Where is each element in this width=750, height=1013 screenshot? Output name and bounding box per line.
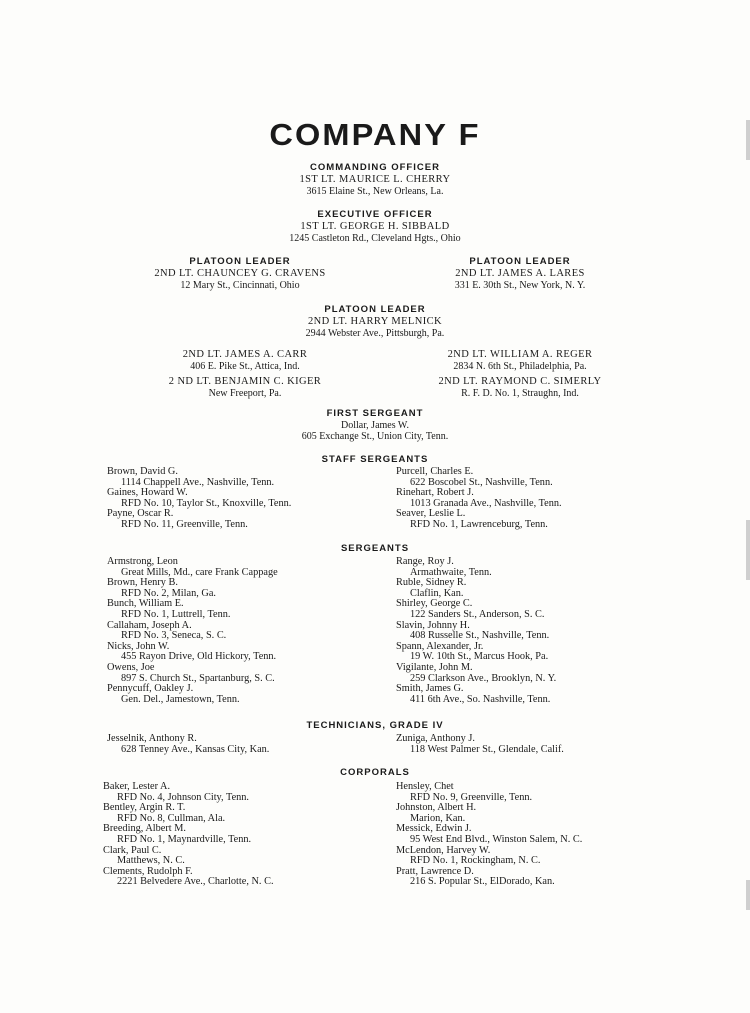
lieutenant-block xyxy=(120,349,370,372)
person-name: Smith, James G. xyxy=(396,683,464,695)
person-name: Messick, Edwin J. xyxy=(396,823,472,835)
person-name: Pratt, Lawrence D. xyxy=(396,865,474,877)
person-address: 455 Rayon Drive, Old Hickory, Tenn. xyxy=(121,651,277,663)
person-name: Owens, Joe xyxy=(107,661,155,673)
roster-entry xyxy=(107,599,278,620)
person-name: Range, Roy J. xyxy=(396,556,454,567)
person-address: RFD No. 1, Luttrell, Tenn. xyxy=(121,608,231,620)
scan-edge-marks xyxy=(742,0,750,1013)
roster-entry xyxy=(107,684,278,705)
platoon-leader-block xyxy=(110,256,370,291)
section-header: FIRST SERGEANT xyxy=(326,408,424,419)
person-address: RFD No. 1, Lawrenceburg, Tenn. xyxy=(410,518,548,530)
person-address: 411 6th Ave., So. Nashville, Tenn. xyxy=(410,693,551,705)
person-address: 622 Boscobel St., Nashville, Tenn. xyxy=(410,476,553,488)
executive-officer-block xyxy=(0,209,750,244)
person-name: Pennycuff, Oakley J. xyxy=(107,683,194,695)
person-name: Payne, Oscar R. xyxy=(107,508,174,520)
section-header: COMMANDING OFFICER xyxy=(310,162,440,173)
officer-rank-name: 2ND LT. HARRY MELNICK xyxy=(307,316,442,327)
roster-entry xyxy=(396,867,582,888)
person-address: RFD No. 1, Rockingham, N. C. xyxy=(410,855,541,867)
person-name: Dollar, James W. xyxy=(341,420,409,431)
roster-entry xyxy=(107,467,291,488)
person-address: Great Mills, Md., care Frank Cappage xyxy=(121,566,278,578)
sergeants-left-column xyxy=(107,557,278,705)
technicians-right-column xyxy=(396,734,564,755)
officer-rank-name: 2ND LT. WILLIAM A. REGER xyxy=(447,349,593,360)
person-name: Clark, Paul C. xyxy=(103,844,162,856)
roster-entry xyxy=(107,621,278,642)
person-address: RFD No. 1, Maynardville, Tenn. xyxy=(117,833,252,845)
person-name: Vigilante, John M. xyxy=(396,661,473,673)
section-header: PLATOON LEADER xyxy=(189,256,291,267)
roster-entry xyxy=(107,509,291,530)
officer-rank-name: 2ND LT. CHAUNCEY G. CRAVENS xyxy=(154,268,326,279)
corporals-right-column xyxy=(396,782,582,888)
roster-entry xyxy=(396,846,582,867)
person-name: Gaines, Howard W. xyxy=(107,487,188,499)
roster-entry xyxy=(107,663,278,684)
person-name: Purcell, Charles E. xyxy=(396,466,474,477)
section-header: PLATOON LEADER xyxy=(324,304,426,315)
person-address: 628 Tenney Ave., Kansas City, Kan. xyxy=(121,743,270,755)
person-address: 897 S. Church St., Spartanburg, S. C. xyxy=(121,672,275,684)
person-address: 605 Exchange St., Union City, Tenn. xyxy=(301,431,449,442)
officer-address: 3615 Elaine St., New Orleans, La. xyxy=(306,186,444,197)
person-address: 1013 Granada Ave., Nashville, Tenn. xyxy=(410,497,562,509)
person-name: Nicks, John W. xyxy=(107,640,170,652)
person-name: McLendon, Harvey W. xyxy=(396,844,491,856)
person-name: Bentley, Argin R. T. xyxy=(103,802,186,814)
roster-entry xyxy=(103,824,274,845)
person-address: 122 Sanders St., Anderson, S. C. xyxy=(410,608,545,620)
lieutenant-block xyxy=(390,349,650,372)
person-name: Rinehart, Robert J. xyxy=(396,487,474,499)
person-address: RFD No. 10, Taylor St., Knoxville, Tenn. xyxy=(121,497,292,509)
officer-address: R. F. D. No. 1, Straughn, Ind. xyxy=(461,388,579,399)
officer-rank-name: 1ST LT. MAURICE L. CHERRY xyxy=(299,174,451,185)
roster-entry xyxy=(396,782,582,803)
roster-entry xyxy=(396,488,562,509)
person-address: 259 Clarkson Ave., Brooklyn, N. Y. xyxy=(410,672,557,684)
section-header: PLATOON LEADER xyxy=(469,256,571,267)
roster-entry xyxy=(396,599,556,620)
roster-entry xyxy=(396,509,562,530)
roster-entry xyxy=(107,734,269,755)
officer-address: New Freeport, Pa. xyxy=(208,388,282,399)
platoon-leader-block xyxy=(390,256,650,291)
roster-entry xyxy=(396,578,556,599)
person-name: Breeding, Albert M. xyxy=(103,823,186,835)
officer-address: 12 Mary St., Cincinnati, Ohio xyxy=(180,280,300,291)
officer-address: 331 E. 30th St., New York, N. Y. xyxy=(454,280,586,291)
staff-sergeants-left-column xyxy=(107,467,291,531)
roster-entry xyxy=(107,488,291,509)
person-address: Marion, Kan. xyxy=(410,812,466,824)
officer-rank-name: 1ST LT. GEORGE H. SIBBALD xyxy=(300,221,450,232)
roster-entry xyxy=(396,557,556,578)
section-header-technicians: TECHNICIANS, GRADE IV xyxy=(306,720,444,731)
person-address: 19 W. 10th St., Marcus Hook, Pa. xyxy=(410,651,549,663)
roster-entry xyxy=(396,684,556,705)
roster-entry xyxy=(396,663,556,684)
roster-entry xyxy=(396,642,556,663)
officer-address: 2944 Webster Ave., Pittsburgh, Pa. xyxy=(305,328,445,339)
person-name: Baker, Lester A. xyxy=(103,781,171,792)
section-header-corporals: CORPORALS xyxy=(340,767,410,778)
officer-rank-name: 2ND LT. JAMES A. CARR xyxy=(182,349,308,360)
officer-address: 1245 Castleton Rd., Cleveland Hgts., Ohio xyxy=(289,233,461,244)
roster-entry xyxy=(396,803,582,824)
roster-entry xyxy=(103,867,274,888)
staff-sergeants-right-column xyxy=(396,467,562,531)
person-name: Brown, Henry B. xyxy=(107,577,178,589)
person-name: Seaver, Leslie L. xyxy=(396,508,466,520)
person-name: Hensley, Chet xyxy=(396,781,454,792)
roster-entry xyxy=(396,467,562,488)
person-name: Clements, Rudolph F. xyxy=(103,865,193,877)
person-address: RFD No. 9, Greenville, Tenn. xyxy=(410,791,533,803)
person-address: RFD No. 8, Cullman, Ala. xyxy=(117,812,226,824)
commanding-officer-block xyxy=(0,162,750,197)
platoon-leader-block xyxy=(0,304,750,339)
lieutenant-block xyxy=(390,376,650,399)
person-address: 408 Russelle St., Nashville, Tenn. xyxy=(410,630,550,642)
technicians-left-column xyxy=(107,734,269,755)
person-name: Bunch, William E. xyxy=(107,598,184,610)
section-header-staff-sergeants: STAFF SERGEANTS xyxy=(321,454,429,465)
person-address: RFD No. 3, Seneca, S. C. xyxy=(121,630,227,642)
person-address: Matthews, N. C. xyxy=(117,855,185,867)
person-name: Ruble, Sidney R. xyxy=(396,577,467,589)
person-name: Slavin, Johnny H. xyxy=(396,619,470,631)
person-address: 1114 Chappell Ave., Nashville, Tenn. xyxy=(121,476,275,488)
person-name: Brown, David G. xyxy=(107,466,178,477)
roster-entry xyxy=(103,846,274,867)
person-address: RFD No. 2, Milan, Ga. xyxy=(121,587,216,599)
person-name: Johnston, Albert H. xyxy=(396,802,477,814)
person-address: 95 West End Blvd., Winston Salem, N. C. xyxy=(410,833,583,845)
lieutenant-block xyxy=(120,376,370,399)
person-address: Gen. Del., Jamestown, Tenn. xyxy=(121,693,240,705)
section-header: EXECUTIVE OFFICER xyxy=(317,209,433,220)
roster-entry xyxy=(396,621,556,642)
page-title: COMPANY F xyxy=(269,117,481,152)
officer-address: 406 E. Pike St., Attica, Ind. xyxy=(190,361,300,372)
person-address: RFD No. 11, Greenville, Tenn. xyxy=(121,518,248,530)
person-address: 216 S. Popular St., ElDorado, Kan. xyxy=(410,876,555,888)
officer-rank-name: 2ND LT. RAYMOND C. SIMERLY xyxy=(438,376,602,387)
section-header-sergeants: SERGEANTS xyxy=(340,543,410,554)
person-address: RFD No. 4, Johnson City, Tenn. xyxy=(117,791,250,803)
roster-entry xyxy=(396,824,582,845)
officer-rank-name: 2 ND LT. BENJAMIN C. KIGER xyxy=(168,376,322,387)
person-name: Jesselnik, Anthony R. xyxy=(107,733,197,744)
roster-entry xyxy=(107,642,278,663)
corporals-left-column xyxy=(103,782,274,888)
person-name: Spann, Alexander, Jr. xyxy=(396,640,484,652)
officer-address: 2834 N. 6th St., Philadelphia, Pa. xyxy=(453,361,587,372)
person-address: Armathwaite, Tenn. xyxy=(410,566,492,578)
roster-entry xyxy=(107,578,278,599)
person-name: Armstrong, Leon xyxy=(107,556,178,567)
person-address: 118 West Palmer St., Glendale, Calif. xyxy=(410,743,564,755)
person-name: Zuniga, Anthony J. xyxy=(396,733,475,744)
sergeants-right-column xyxy=(396,557,556,705)
roster-entry xyxy=(103,782,274,803)
person-name: Callaham, Joseph A. xyxy=(107,619,192,631)
person-name: Shirley, George C. xyxy=(396,598,473,610)
officer-rank-name: 2ND LT. JAMES A. LARES xyxy=(455,268,585,279)
roster-entry xyxy=(107,557,278,578)
roster-entry xyxy=(396,734,564,755)
first-sergeant-block xyxy=(0,408,750,442)
person-address: Claflin, Kan. xyxy=(410,587,464,599)
person-address: 2221 Belvedere Ave., Charlotte, N. C. xyxy=(117,876,274,888)
roster-entry xyxy=(103,803,274,824)
